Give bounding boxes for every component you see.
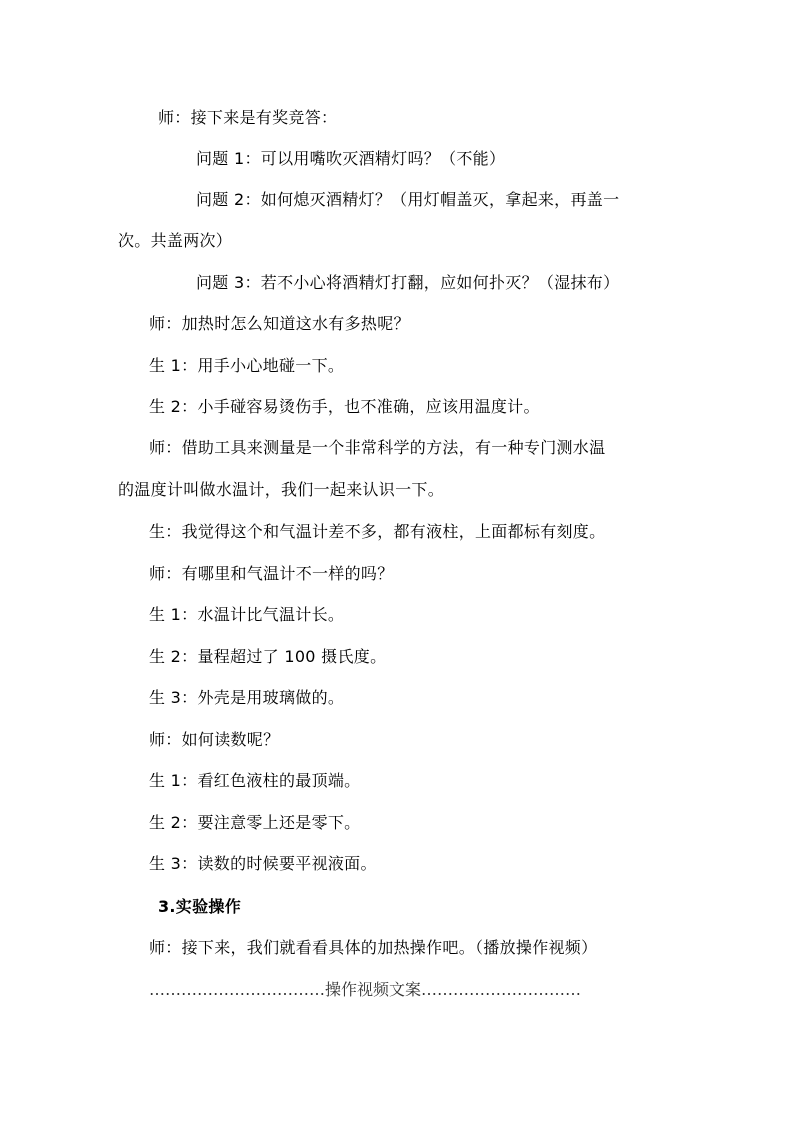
dialogue-line: 生 1：看红色液柱的最顶端。 [149,771,361,790]
quiz-question-2-continued: 次。共盖两次） [118,231,233,250]
dialogue-line: 生 3：读数的时候要平视液面。 [149,854,377,873]
video-script-divider: ……………………………操作视频文案………………………… [149,980,582,999]
quiz-question-2: 问题 2：如何熄灭酒精灯？（用灯帽盖灭，拿起来，再盖一 [196,190,620,209]
dialogue-line: 师：加热时怎么知道这水有多热呢？ [149,314,410,333]
dialogue-line: 生 1：用手小心地碰一下。 [149,356,345,375]
dialogue-line: 师：如何读数呢？ [149,730,280,749]
dialogue-line: 师：有哪里和气温计不一样的吗？ [149,564,394,583]
dialogue-line: 生 2：量程超过了 100 摄氏度。 [149,647,387,666]
dialogue-line: 师：接下来是有奖竞答： [158,108,338,127]
section-heading: 3.实验操作 [158,897,242,916]
dialogue-line: 生：我觉得这个和气温计差不多，都有液柱，上面都标有刻度。 [149,522,606,541]
quiz-question-3: 问题 3：若不小心将酒精灯打翻，应如何扑灭？（湿抹布） [196,273,620,292]
dialogue-line-continued: 的温度计叫做水温计，我们一起来认识一下。 [118,480,445,499]
dialogue-line: 生 2：小手碰容易烫伤手，也不准确，应该用温度计。 [149,397,540,416]
quiz-question-1: 问题 1：可以用嘴吹灭酒精灯吗？（不能） [196,149,506,168]
dialogue-line: 生 2：要注意零上还是零下。 [149,813,361,832]
dialogue-line: 师：借助工具来测量是一个非常科学的方法，有一种专门测水温 [149,438,606,457]
dialogue-line: 生 3：外壳是用玻璃做的。 [149,688,345,707]
dialogue-line: 生 1：水温计比气温计长。 [149,605,345,624]
dialogue-line: 师：接下来，我们就看看具体的加热操作吧。（播放操作视频） [149,938,598,957]
